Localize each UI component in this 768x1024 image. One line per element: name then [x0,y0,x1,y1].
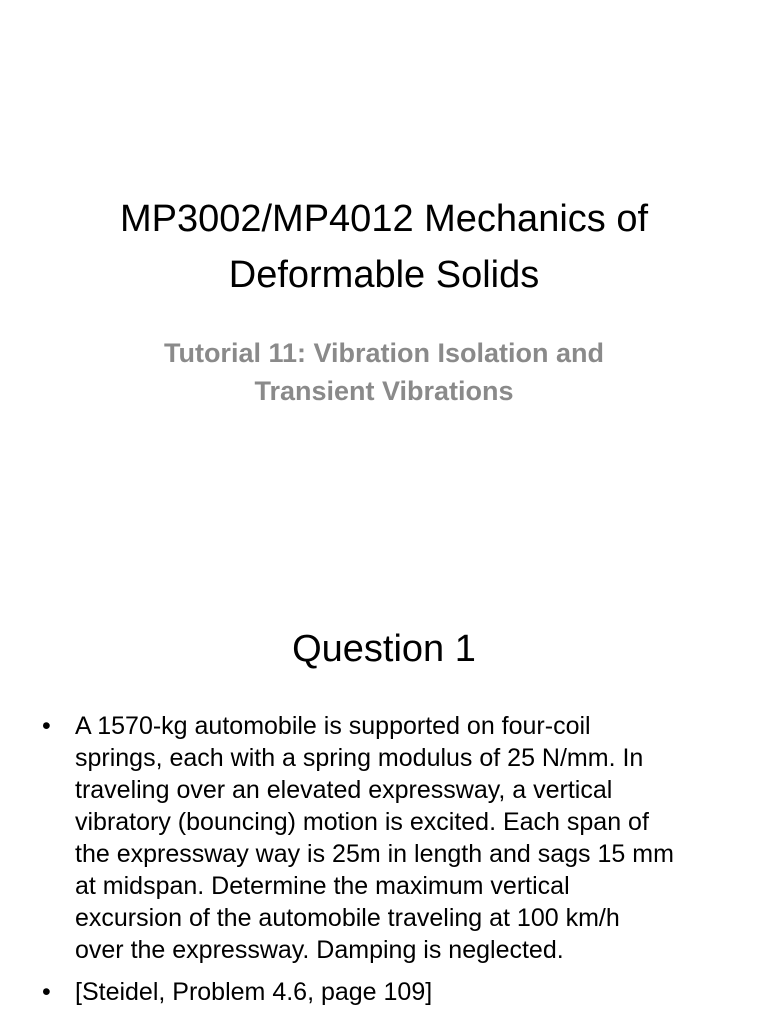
question-title: Question 1 [292,628,476,670]
bullet-icon: • [42,712,51,740]
problem-line: springs, each with a spring modulus of 25 N/mm. In [75,744,644,772]
course-title [0,191,768,303]
course-title-line: MP3002/MP4012 Mechanics of [119,198,649,240]
bullet-icon: • [42,978,51,1006]
problem-line: vibratory (bouncing) motion is excited. Each span of [75,808,649,836]
course-title-line: Deformable Solids [228,254,540,296]
problem-line: traveling over an elevated expressway, a vertical [75,776,613,804]
tutorial-subtitle [0,334,768,410]
problem-statement-bullet [42,710,742,966]
question-bullet-list [42,710,742,1018]
problem-line: at midspan. Determine the maximum vertical [75,872,570,900]
reference-bullet [42,976,742,1008]
problem-line: the expressway way is 25m in length and sags 15 mm [75,840,674,868]
tutorial-subtitle-line: Transient Vibrations [254,376,514,406]
problem-line: over the expressway. Damping is neglected. [75,936,564,964]
problem-line: excursion of the automobile traveling at 100 km/h [75,904,620,932]
question-slide [0,512,768,1024]
tutorial-subtitle-line: Tutorial 11: Vibration Isolation and [163,338,605,368]
reference-line: [Steidel, Problem 4.6, page 109] [75,978,433,1006]
problem-line: A 1570-kg automobile is supported on four-coil [75,712,591,740]
